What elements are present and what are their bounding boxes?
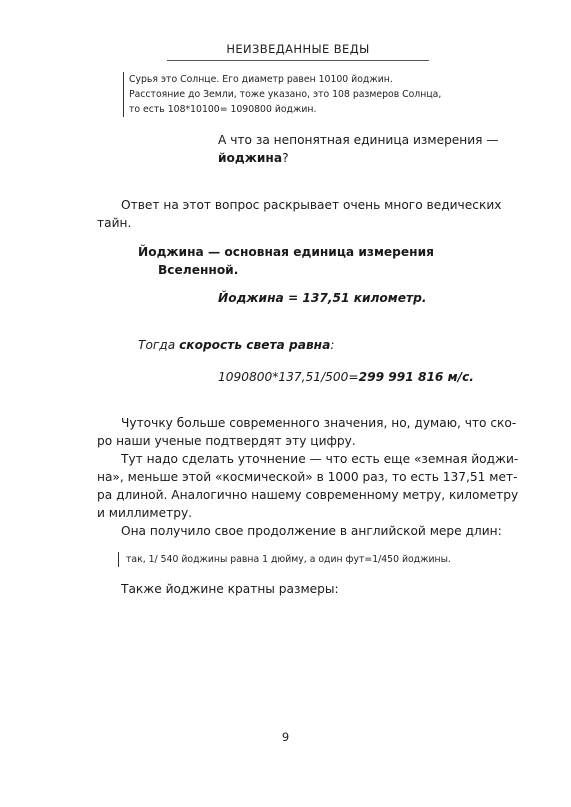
page-number: 9 [281, 730, 290, 744]
question-term: йоджина [218, 151, 283, 165]
definition-line-1: Йоджина — основная единица измерения [138, 245, 434, 259]
speed-formula [218, 370, 474, 384]
running-head: НЕИЗВЕДАННЫЕ ВЕДЫ [226, 42, 370, 56]
body-line: на», меньше этой «космической» в 1000 раз, то есть 137,51 мет- [97, 470, 518, 484]
question [218, 131, 498, 167]
body-line: ро наши ученые подтвердят эту цифру. [97, 434, 356, 448]
body-line: Она получило свое продолжение в английской мере длин: [121, 524, 502, 538]
speed-colon: : [330, 338, 335, 352]
running-head-rule [167, 60, 429, 61]
answer-line-2: тайн. [97, 216, 132, 230]
speed-expression: 1090800*137,51/500= [218, 370, 359, 384]
body-line: и миллиметру. [97, 506, 193, 520]
speed-prefix: Тогда [138, 338, 180, 352]
speed-label: скорость света равна [179, 338, 331, 352]
quote-line: то есть 108*10100= 1090800 йоджин. [129, 104, 317, 115]
question-line-1: А что за непонятная единица измерения — [218, 133, 499, 147]
closing-text [97, 580, 493, 598]
body-line: Тут надо сделать уточнение — что есть еще «земная йоджи- [121, 452, 519, 466]
answer-intro [97, 196, 502, 232]
definition [138, 243, 434, 279]
answer-line-1: Ответ на этот вопрос раскрывает очень много ведических [121, 198, 502, 212]
quote-line: Сурья это Солнце. Его диаметр равен 10100 йоджин. [129, 74, 393, 85]
quote-line: Расстояние до Земли, тоже указано, это 108 размеров Солнца, [129, 89, 442, 100]
body-line: ра длиной. Аналогично нашему современному метру, километру [97, 488, 519, 502]
speed-intro [138, 338, 334, 352]
body-text [97, 414, 519, 540]
speed-result: 299 991 816 м/с. [358, 370, 474, 384]
body-line: Чуточку больше современного значения, но, думаю, что ско- [121, 416, 517, 430]
note-block: так, 1/ 540 йоджины равна 1 дюйму, а один фут=1/450 йоджины. [118, 552, 451, 567]
definition-line-2: Вселенной. [158, 263, 239, 277]
quote-block [123, 72, 479, 117]
yojana-formula: Йоджина = 137,51 километр. [218, 291, 427, 305]
question-line-2 [218, 149, 498, 167]
closing-line: Также йоджине кратны размеры: [121, 582, 339, 596]
question-mark: ? [282, 151, 289, 165]
